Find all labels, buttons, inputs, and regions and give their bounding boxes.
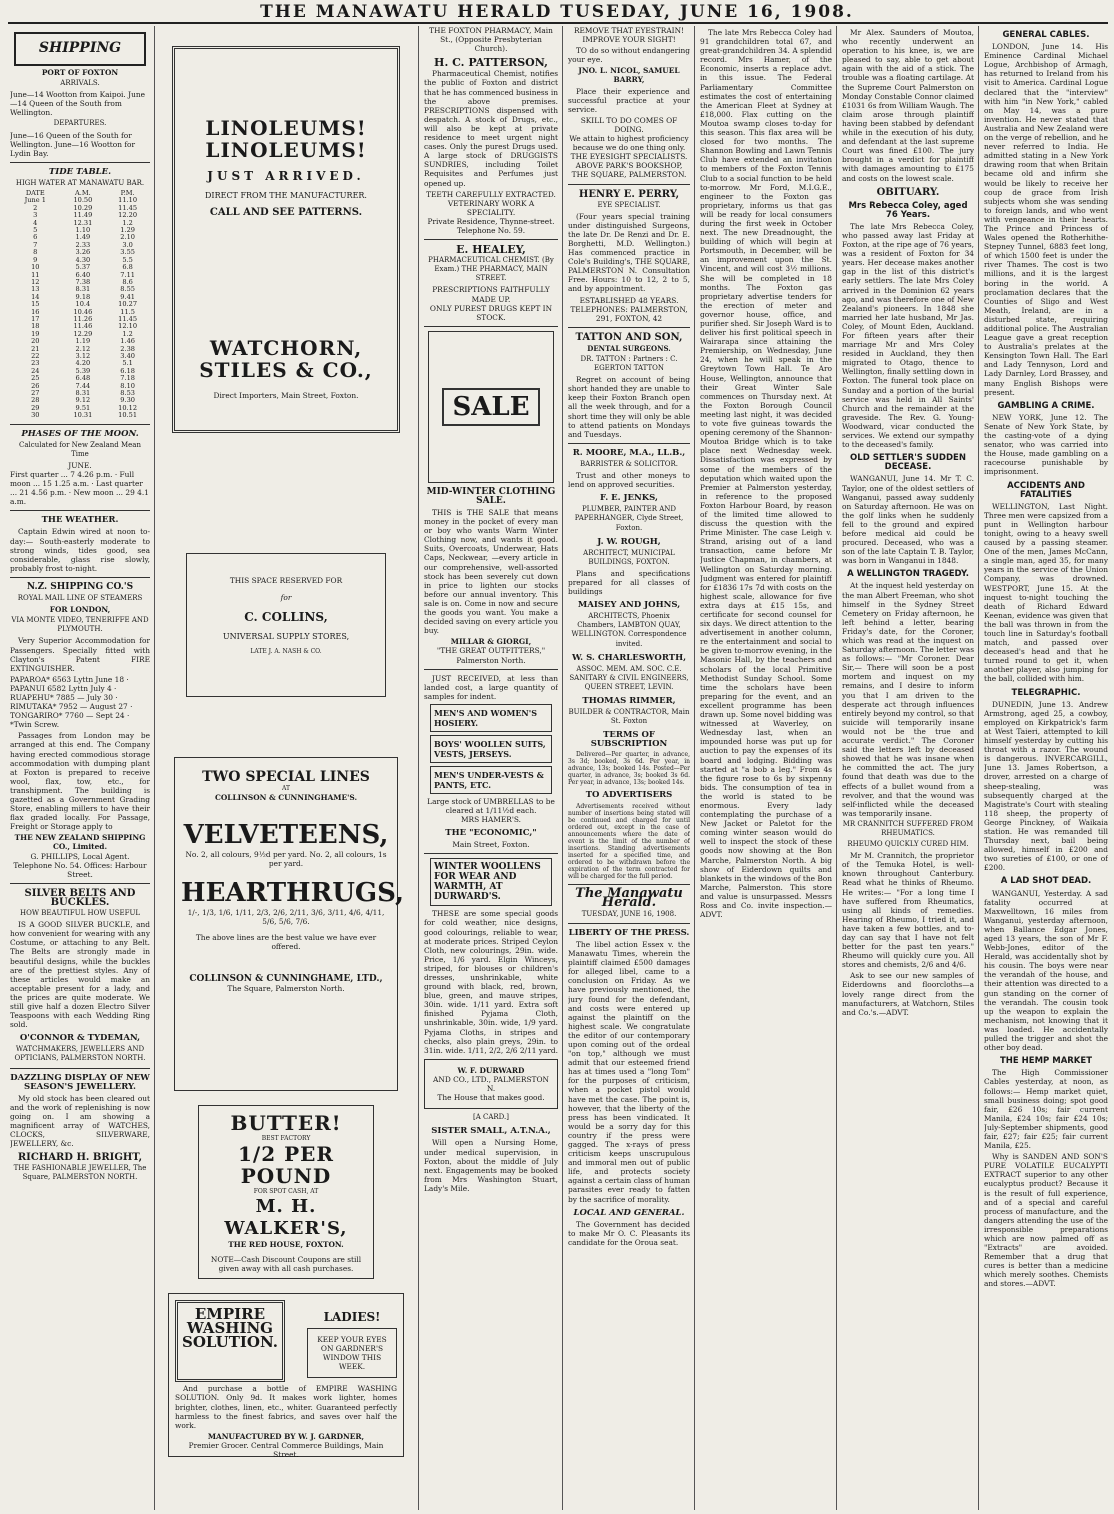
table-cell: 4.20: [75, 359, 91, 368]
two-lines: TWO SPECIAL LINES: [202, 769, 370, 785]
boys-suits: BOYS' WOOLLEN SUITS, VESTS, JERSEYS.: [430, 735, 552, 763]
table-cell: 7.18: [120, 374, 135, 383]
sister-small: SISTER SMALL, A.T.N.A.,: [431, 1126, 551, 1137]
table-cell: 2.10: [120, 233, 135, 242]
obituary-heading: OBITUARY.: [876, 186, 940, 198]
nz-shipping-agent: G. PHILLIPS, Local Agent.: [30, 851, 130, 861]
rimmer-name: THOMAS RIMMER,: [582, 696, 676, 706]
table-cell: 2: [33, 203, 38, 212]
table-cell: 5.1: [122, 359, 133, 368]
column-4: [568, 26, 690, 1510]
hearthrugs: HEARTHRUGS,: [181, 878, 405, 909]
column-rule: [836, 26, 837, 1510]
masthead: THE MANAWATU HERALD TUSEDAY, JUNE 16, 1908.: [260, 2, 854, 22]
rheumo-heading: MR CRANNITCH SUFFERED FROM RHEUMATICS.: [842, 819, 974, 837]
telegraphic-body: DUNEDIN, June 13. Andrew Armstrong, aged 25, a cowboy, employed on Kirkpatrick's farm at West Taieri, attempted to kill himself yesterday by cutting his throat with a razor. The wound is dangerous. INVERCARGILL, June 13. James Robertson, a drover, arrested on a charge of sheep-stealing, was subsequently charged at the Magistrate's Court with stealing 118 sheep, the property of George Pinckney, of Waikaia station. He was remanded till Thursday next, bail being allowed, himself in £200 and two sureties of £100, or one of £200.: [984, 699, 1108, 873]
mens-undervests: MEN'S UNDER-VESTS & PANTS, ETC.: [430, 766, 552, 794]
the-square: THE SQUARE, PALMERSTON.: [571, 170, 687, 180]
shipping-logo: SHIPPING: [14, 32, 146, 66]
table-cell: 6.8: [122, 263, 133, 272]
table-cell: 3.0: [122, 240, 133, 249]
table-row: [10, 412, 150, 419]
collinson-address: The Square, Palmerston North.: [227, 983, 345, 993]
ask-advt: Ask to see our new samples of Eiderdowns and floorcloths—a lovely range direct from the manufacturers, at Watchorn, Stiles and Co.'s.—ADVT.: [842, 971, 974, 1017]
table-cell: 10.12: [118, 403, 138, 412]
table-cell: 24: [31, 366, 40, 375]
mens-hosiery: MEN'S AND WOMEN'S HOSIERY.: [430, 704, 552, 732]
moore-body: Trust and other moneys to lend on approved securities.: [568, 471, 690, 490]
two-company: COLLINSON & CUNNINGHAME'S.: [214, 793, 358, 803]
general-cables-heading: GENERAL CABLES.: [1002, 30, 1090, 40]
watchorn-sub: Direct Importers, Main Street, Foxton.: [213, 391, 359, 401]
telegraphic-heading: TELEGRAPHIC.: [1011, 687, 1081, 698]
healey-drugs: ONLY PUREST DRUGS KEPT IN STOCK.: [429, 303, 553, 322]
table-cell: 9.30: [120, 396, 135, 405]
table-cell: 10.4: [75, 300, 91, 309]
rough-body: Plans and specifications prepared for all classes of buildings: [568, 568, 690, 597]
moon-table: First quarter ... 7 4.26 p.m. · Full moon ... 15 1.25 a.m. · Last quarter ... 21 4.56 p.m. · New moon ... 29 4.1 a.m.: [10, 470, 149, 507]
healey-name: E. HEALEY,: [456, 243, 526, 257]
butter-cash: FOR SPOT CASH, AT: [253, 1188, 319, 1196]
skill: SKILL TO DO COMES OF DOING.: [580, 115, 678, 134]
table-cell: 4: [33, 218, 38, 227]
table-cell: 5.5: [122, 255, 133, 264]
nz-shipping-subtitle: ROYAL MAIL LINE OF STEAMERS: [17, 594, 143, 603]
table-cell: 12.29: [73, 329, 93, 338]
table-cell: 9.12: [75, 396, 91, 405]
table-cell: 7.11: [120, 270, 135, 279]
charlesworth-name: W. S. CHARLESWORTH,: [571, 652, 687, 663]
vet: VETERINARY WORK A SPECIALITY.: [447, 198, 535, 217]
table-cell: 1.49: [75, 233, 91, 242]
table-cell: 11.49: [73, 211, 93, 220]
table-cell: 1.29: [120, 226, 135, 235]
terms-body: Delivered—Per quarter, in advance, 3s 3d; booked, 3s 6d. Per year, in advance, 13s; booked 14s. Posted—Per quarter, in advance, 3s; booked 3s 6d. Per year, in advance, 13s; booked 14s.: [568, 751, 690, 787]
reserved-for: for: [280, 593, 292, 603]
table-cell: 10.27: [118, 300, 138, 309]
table-cell: 12.31: [73, 218, 93, 227]
eye-heading: REMOVE THAT EYESTRAIN! IMPROVE YOUR SIGHT!: [573, 26, 685, 45]
watchorn-name: WATCHORN, STILES & CO.,: [199, 336, 373, 383]
patterson-name: H. C. PATTERSON,: [434, 56, 548, 70]
settler-heading: OLD SETTLER'S SUDDEN DECEASE.: [850, 453, 966, 473]
column-rule: [418, 26, 419, 1510]
table-cell: 30: [31, 411, 40, 420]
private: Private Residence, Thynne-street. Telephone No. 59.: [427, 216, 555, 235]
table-cell: 1.46: [120, 337, 135, 346]
oconnor-sub: WATCHMAKERS, JEWELLERS AND OPTICIANS, PALMERSTON NORTH.: [14, 1045, 146, 1063]
table-cell: 7.44: [75, 381, 91, 390]
table-cell: 20: [31, 337, 40, 346]
settler-body: WANGANUI, June 14. Mr T. C. Taylor, one of the oldest settlers of Wanganui, passed away suddenly on Saturday afternoon. He was on the golf links when he suddenly fell to the ground and expired before medical aid could be procured. Deceased, who was a son of the late Captain T. B. Taylor, was born in Wanganui in 1848.: [842, 474, 974, 566]
linoleum-direct: DIRECT FROM THE MANUFACTURER.: [205, 191, 367, 200]
moore-name: R. MOORE, M.A., LL.B.,: [572, 447, 686, 458]
linoleum-arrived: JUST ARRIVED.: [207, 169, 365, 183]
collins-ad: [186, 553, 386, 697]
hemp-body: The High Commissioner Cables yesterday, at noon, as follows:— Hemp market quiet, small business doing; spot good fair, £26 10s; fair current Manila, £24 10s; fair £24 10s; July-September shipments, good fair, £27; fair £25; fair current Manila, £25.: [984, 1068, 1108, 1151]
telephones: TELEPHONES: PALMERSTON, 291, FOXTON, 42: [570, 304, 688, 323]
rheumo-body: Mr M. Crannitch, the proprietor of the Temuka Hotel, is well-known throughout Canterbury. Read what he thinks of Rheumo. He writes:— "For a long time I have suffered from Rheumatics, using all kinds of remedies. Hearing of Rheumo, I tried it, and have taken a few bottles, and to-day can say that I have not felt better for the past ten years." Rheumo will quickly cure you. All stores and chemists, 2/6 and 4/6.: [842, 851, 974, 970]
perry-name: HENRY E. PERRY,: [578, 188, 680, 200]
oconnor-name: O'CONNOR & TYDEMAN,: [19, 1033, 141, 1044]
obituary-body: The late Mrs Rebecca Coley, who passed away last Friday at Foxton, at the ripe age of 76 years, was a resident of Foxton for 34 years. Her decease makes another gap in the list of this district's early settlers. The late Mrs Coley arrived in the Dominion 62 years ago, and was therefore one of New Zealand's pioneers. In 1848 she married her late husband, Mr Jas. Coley, of Mount Eden, Auckland. For fifteen years after their marriage Mr and Mrs Coley resided in Auckland, they then migrated to Otago, thence to Wellington, finally settling down in Foxton. The funeral took place on Sunday and a portion of the burial service was held in All Saints' Church and the remainder at the graveside. The Rev. G. Young-Woodward, vicar conducted the services. We extend our sympathy to the deceased's family.: [842, 221, 974, 450]
table-cell: 3: [33, 211, 38, 220]
table-cell: 8: [33, 248, 38, 257]
teeth: TEETH CAREFULLY EXTRACTED.: [426, 189, 556, 199]
sale-illustration: [428, 331, 554, 483]
arrivals-heading: ARRIVALS.: [60, 79, 100, 88]
winter-body: THESE are some special goods for cold weather, nice designs, good colourings, reliable to wear, at moderate prices. Striped Ceylon Cloth, new colourings, 29in. wide. Price, 1/6 yard. Elgin Winceys, striped, for blouses or children's dresses, unshrinkable, white ground with black, red, brown, blue, green, and mauve stripes, 30in. wide. 1/11 yard. Extra soft finished Pyjama Cloth, unshrinkable, 30in. wide, 1/9 yard. Pyjama Cloths, in stripes and checks, also plain greys, 29in. to 31in. wide. 1/11, 2/2, 2/6 2/11 yard.: [424, 909, 558, 1055]
table-cell: 1.2: [122, 218, 133, 227]
tide-subtitle: HIGH WATER AT MANAWATU BAR.: [15, 178, 145, 187]
table-cell: 11.26: [73, 314, 93, 323]
attain: We attain to highest proficiency because we do one thing only.: [569, 134, 689, 153]
umbrellas: Large stock of UMBRELLAS to be cleared at 1/11½d each.: [427, 796, 555, 815]
table-cell: 7.38: [75, 277, 91, 286]
nz-shipping-company: THE NEW ZEALAND SHIPPING CO., Limited.: [14, 833, 146, 852]
table-cell: 5.37: [75, 263, 91, 272]
table-cell: 8.53: [120, 389, 135, 397]
table-cell: 23: [31, 359, 40, 368]
empire-ad: [168, 1293, 404, 1460]
departures-heading: DEPARTURES.: [53, 119, 107, 128]
nz-shipping-title: N.Z. SHIPPING CO.'S: [26, 581, 134, 592]
table-cell: 6: [33, 233, 38, 242]
table-cell: 22: [31, 351, 40, 360]
obituary-sub: Mrs Rebecca Coley, aged 76 Years.: [848, 200, 968, 220]
just-received: JUST RECEIVED, at less than landed cost, a large quantity of samples for indent.: [424, 673, 558, 701]
card: [A CARD.]: [472, 1113, 509, 1122]
sanden-advt: Why is SANDEN AND SON'S PURE VOLATILE EUCALYPTI EXTRACT superior to any other eucalyptus product? Because it is the result of full experience, and of a special and careful process of manufacture, and the dangers attending the use of the irresponsible preparations which are now palmed off as "Extracts" are avoided. Remember that a drug that cures is better than a medicine which merely soothes. Chemists and stores.—ADVT.: [984, 1152, 1108, 1289]
butter-heading: BUTTER!: [230, 1111, 342, 1135]
walker-note: NOTE—Cash Discount Coupons are still given away with all cash purchases.: [210, 1255, 362, 1274]
tatton-sub: DENTAL SURGEONS.: [587, 343, 671, 353]
rough-sub: ARCHITECT, MUNICIPAL BUILDINGS, FOXTON.: [583, 548, 675, 566]
table-cell: 7: [33, 240, 38, 249]
tide-title: TIDE TABLE.: [48, 166, 112, 177]
durward-note: The House that makes good.: [437, 1093, 545, 1103]
rough-name: J. W. ROUGH,: [597, 536, 661, 547]
lad-shot-heading: A LAD SHOT DEAD.: [1000, 876, 1092, 887]
liberty-heading: LIBERTY OF THE PRESS.: [568, 927, 690, 938]
column-6: [842, 26, 974, 1510]
belts-heading: SILVER BELTS AND BUCKLES.: [24, 887, 136, 908]
nz-shipping-for: FOR LONDON,: [49, 605, 111, 615]
table-cell: 10.50: [73, 196, 93, 205]
tide-table: [10, 190, 150, 420]
table-cell: 11: [31, 270, 40, 279]
established: ESTABLISHED 48 YEARS.: [579, 295, 679, 305]
linoleum-call: CALL AND SEE PATTERNS.: [209, 207, 363, 219]
rheumo-sub: RHEUMO QUICKLY CURED HIM.: [847, 840, 969, 849]
table-cell: 12: [31, 277, 40, 286]
belts-subheading: HOW BEAUTIFUL HOW USEFUL: [19, 909, 140, 918]
midwinter-body: THIS is THE SALE that means money in the pocket of every man or boy who wants Warm Winter Clothing now, and wants it good. Suits, Overcoats, Underwear, Hats Caps, Neckwear, —every article in our comprehensive, well-assorted stock has been severely cut down in price to lighten our stocks before our annual inventory. This sale is on. Come in now and secure the goods you want. You make a decided saving on every article you buy.: [424, 508, 558, 636]
butter-price: 1/2 PER POUND: [237, 1142, 334, 1189]
table-cell: 9.51: [75, 403, 91, 412]
table-cell: 12.10: [118, 322, 138, 331]
table-cell: 3.55: [120, 248, 135, 257]
tide-table-header: P.M.: [120, 189, 135, 198]
durward-name: W. F. DURWARD: [457, 1065, 525, 1075]
maisey-name: MAISEY AND JOHNS,: [577, 600, 681, 611]
jenks-name: F. E. JENKS,: [600, 493, 658, 504]
sale-sign: SALE: [442, 388, 539, 426]
jenks-sub: PLUMBER, PAINTER AND PAPERHANGER, Clyde Street, Foxton.: [574, 505, 684, 532]
eye-body: TO do so without endangering your eye.: [568, 46, 690, 65]
column-2: [160, 26, 412, 1510]
pharmacy-heading: THE FOXTON PHARMACY, Main St., (Opposite Presbyterian Church).: [429, 26, 553, 54]
tragedy-body: At the inquest held yesterday on the man Albert Freeman, who shot himself in the Sydney Street Cemetery on Friday afternoon, he left behind a letter, bearing Friday's date, for the Coroner, which was read at the inquest on Saturday afternoon. The letter was as follows:— "Mr Coroner. Dear Sir,— There will soon be a post mortem and inquest on my remains, and I desire to inform you that I am driven to the desperate act through influences entirely beyond my control, so that suicide will temporarily insane would not be the true and accurate verdict." The Coroner said the letters left by deceased showed that he was insane when he committed the act. The jury found that death was due to the effects of a bullet wound from a revolver, and that the wound was self-inflicted while the deceased was temporarily insane.: [842, 581, 974, 818]
table-cell: 9: [33, 255, 38, 264]
column-rule: [562, 26, 563, 1510]
table-cell: 2.33: [75, 240, 91, 249]
table-cell: 10.29: [73, 203, 93, 212]
table-cell: 5.39: [75, 366, 91, 375]
departures-text: June—16 Queen of the South for Wellington. June—16 Wootton for Lydin Bay.: [10, 130, 136, 158]
perry-body: (Four years special training under distinguished Surgeons, the late Dr. De Renzi and Dr. E. Borghetti, M.D. Wellington.) Has commenced practice in Cole's Building's, THE SQUARE, PALMERSTON N. Consultation Free. Hours: 10 to 12, 2 to 5, and by appointment.: [568, 211, 690, 294]
table-cell: 1.19: [75, 337, 91, 346]
bright-name: RICHARD H. BRIGHT,: [17, 1152, 143, 1164]
velveteens: VELVETEENS,: [183, 820, 389, 851]
tatton-name: TATTON AND SON,: [575, 331, 683, 343]
empire-body: And purchase a bottle of EMPIRE WASHING SOLUTION. Only 9d. It makes work lighter, homes brighter, clothes, linen, etc., whiter. Guaranteed perfectly harmless to the finest fabrics, and saves over half the work.: [175, 1384, 397, 1430]
walker-name: M. H. WALKER'S,: [224, 1196, 348, 1240]
column-7: [984, 26, 1108, 1510]
table-cell: 8.55: [120, 285, 135, 294]
gambling-body: NEW YORK, June 12. The Senate of New York State, by the casting-vote of a dying senator, who was carried into the House, made gambling on a racecourse punishable by imprisonment.: [984, 412, 1108, 477]
durward-box: [424, 1059, 558, 1109]
jewellery-heading: DAZZLING DISPLAY OF NEW SEASON'S JEWELLERY.: [10, 1072, 150, 1092]
table-cell: 17: [31, 314, 40, 323]
patterson-body: Pharmaceutical Chemist, notifies the public of Foxton and district that he has commenced business in the above premises. PRESCRIPTIONS dispensed with despatch. A stock of Drugs, etc., will also be kept at private residence to meet urgent night cases. Only the purest Drugs used. A large stock of DRUGGISTS SUNDRIES, including Toilet Requisites and Perfumes just opened up.: [424, 69, 558, 188]
moon-subtitle: Calculated for New Zealand Mean Time: [19, 440, 141, 458]
table-cell: 10.51: [118, 411, 138, 420]
perry-sub: EYE SPECIALIST.: [597, 200, 661, 209]
moore-sub: BARRISTER & SOLICITOR.: [579, 459, 678, 468]
table-cell: 2.38: [120, 344, 135, 353]
nz-shipping-body: Very Superior Accommodation for Passengers. Specially fitted with Clayton's Patent FIRE EXTINGUISHER.: [10, 636, 150, 673]
nicol-body: Place their experience and successful practice at your service.: [568, 86, 690, 114]
column-3: [424, 26, 558, 1510]
reserved-text: THIS SPACE RESERVED FOR: [229, 576, 343, 585]
velveteens-prices: No. 2, all colours, 9½d per yard. No. 2, all colours, 1s per yard.: [185, 850, 387, 869]
table-cell: 8.31: [75, 285, 91, 294]
table-cell: 19: [31, 329, 40, 338]
linoleum-line-2: LINOLEUMS!: [205, 138, 367, 162]
masthead-rule: [8, 22, 1108, 24]
table-cell: 9.18: [75, 292, 91, 301]
collins-late: LATE J. A. NASH & CO.: [250, 648, 322, 656]
table-cell: 9.41: [120, 292, 135, 301]
table-cell: 14: [31, 292, 40, 301]
winter-woollens: WINTER WOOLLENS FOR WEAR AND WARMTH, AT DURWARD'S.: [430, 858, 552, 906]
lad-shot-body: WANGANUI, Yesterday. A sad fatality occurred at Maxwelltown, 16 miles from Wanganui, yesterday afternoon, when Ballance Edgar Jones, aged 13 years, the son of Mr F. Webb-Jones, editor of the Herald, was accidentally shot by his cousin. The boys were near the verandah of the house, and their attention was directed to a gun standing on the corner of the verandah. The cousin took up the weapon to explain the mechanism, not knowing that it was loaded. He accidentally pulled the trigger and shot the other boy dead.: [984, 888, 1108, 1053]
nz-shipping-telephone: Telephone No. 54. Offices: Harbour Street.: [13, 860, 147, 879]
general-cables-body: LONDON, June 14. His Eminence Cardinal Michael Logue, Archbishop of Armagh, has returned to Ireland from his visit to America. Cardinal Logue declared that the "interview" with him "in New York," cabled on May 14, was a pure invention. He never stated that Australia and New Zealand were on the verge of rebellion, and he never referred to India. He admitted stating in a New York drawing room that when Britain became old and infirm she would be likely to receive her coup de grace from Irish subjects whom she was sending to foreign lands, and who went with vengeance in their hearts. The Prince and Princess of Wales opened the Rotherhithe-Stepney Tunnel, 6883 feet long, of which 1500 feet is under the river Thames. The cost is two millions, and it is the largest boring in the world. A proclamation declares that the Counties of Sligo and West Meath, Ireland, are in a disturbed state, requiring additional police. The Australian League gave a great reception to Australia's prelates at the Kensington Town Hall. The Earl and Lady Tennyson, Lord and Lady Darnley, Lord Brassey, and many English Bishops were present.: [984, 42, 1108, 397]
nz-shipping-body-2: Passages from London may be arranged at this end. The Company having erected commodious storage accommodation with dumping plant at Foxton is prepared to receive wool, flax, tow, etc., for transhipment. The building is gazetted as a Government Grading Store, enabling millers to have their flax graded locally. For Passage, Freight or Storage apply to: [10, 731, 150, 832]
table-cell: 8.10: [120, 381, 135, 390]
two-at: AT: [281, 785, 290, 792]
table-cell: 11.46: [73, 322, 93, 331]
table-cell: 11.5: [120, 307, 135, 316]
butter-best: BEST FACTORY: [261, 1135, 311, 1142]
jewellery-body: My old stock has been cleared out and the work of replenishing is now going on. I am showing a magnificent array of WATCHES, CLOCKS, SILVERWARE, JEWELLERY, &c.: [10, 1093, 150, 1149]
table-cell: 11.45: [118, 314, 138, 323]
durward-sub: AND CO., LTD., PALMERSTON N.: [433, 1074, 549, 1094]
local-heading: LOCAL AND GENERAL.: [573, 1207, 685, 1218]
tide-table-header: A.M.: [75, 189, 91, 198]
linoleum-ad: [172, 46, 400, 433]
nicol-name: JNO. L. NICOL, SAMUEL BARRY,: [578, 66, 680, 85]
table-cell: 6.40: [75, 270, 91, 279]
table-cell: 11.10: [118, 196, 138, 205]
bright-sub: THE FASHIONABLE JEWELLER, The Square, PALMERSTON NORTH.: [13, 1164, 147, 1182]
tatton-partners: DR. TATTON : Partners : C. EGERTON TATTON: [580, 355, 678, 373]
liberty-body: The libel action Essex v. the Manawatu Times, wherein the plaintiff claimed £500 damages for alleged libel, came to a conclusion on Friday. As we have previously mentioned, the jury found for the defendant, and costs were entered up against the plaintiff on the highest scale. We congratulate the editor of our contemporary upon coming out of the ordeal "on top," although we must admit that our esteemed friend has at times used a "long Tom" for the purposes of criticism, when a pocket pistol would have met the case. The point is, however, that the liberty of the press has been vindicated. It would be a sorry day for this country if the press were gagged. The x-rays of press criticism keeps unscrupulous and immoral men out of public life, and protects society against a certain class of human parasites ever ready to fatten by the sacrifice of morality.: [568, 939, 690, 1204]
healey-sub: PHARMACEUTICAL CHEMIST. (By Exam.) THE PHARMACY, MAIN STREET.: [428, 256, 554, 283]
moon-title: PHASES OF THE MOON.: [21, 428, 139, 439]
midwinter-heading: MID-WINTER CLOTHING SALE.: [426, 486, 556, 506]
table-cell: 6.18: [120, 366, 135, 375]
table-cell: June 1: [24, 196, 46, 205]
table-cell: 27: [31, 389, 40, 397]
gardner: MANUFACTURED BY W. J. GARDNER,: [207, 1431, 365, 1441]
table-cell: 29: [31, 403, 40, 412]
maisey-sub: ARCHITECTS, Phoenix Chambers, LAMBTON QUAY, WELLINGTON. Correspondence invited.: [571, 612, 687, 648]
hamer: MRS HAMER'S.: [460, 815, 522, 825]
table-cell: 3.12: [75, 351, 91, 360]
table-cell: 8.31: [75, 389, 91, 397]
sister-body: Will open a Nursing Home, under medical supervision, in Foxton, about the middle of July next. Engagements may be booked from Mrs Washington Stuart, Lady's Mile.: [424, 1138, 558, 1193]
table-cell: 13: [31, 285, 40, 294]
collins-name: C. COLLINS,: [244, 610, 328, 625]
tatton-body: Regret on account of being short handed they are unable to keep their Foxton Branch open all the week through, and for a short time they will only be able to attend patients on Mondays and Tuesdays.: [568, 375, 690, 439]
column-5: [700, 26, 832, 1510]
charlesworth-sub: ASSOC. MEM. AM. SOC. C.E. SANITARY & CIVIL ENGINEERS, QUEEN STREET, LEVIN.: [569, 664, 689, 691]
local-news-body: The late Mrs Rebecca Coley had 91 grandchildren total 67, and great-grandchildren 34. A splendid record. Mrs Hamer, of the Economic, inserts a replace advt. in this issue. The Federal Parliamentary Committee estimates the cost of entertaining the American Fleet at Sydney at £18,000. Flax cutting on the Moutoa swamp closes to-day for this season. This flax area will be closed for two months. The Shannon Bowling and Lawn Tennis Club have extended an invitation to members of the Foxton Tennis Club to a social function to be held to-morrow. Mr Ford, M.I.G.E., engineer to the Foxton gas proprietary, informs us that gas will be ready for local consumers during the first week in October next. The new Dreadnought, the building of which will begin at Portsmouth, in December, will be an improvement upon the St. Vincent, and will cost 3½ millions. She will be completed in 18 months. The Foxton gas proprietary advertise tenders for the erection of meter and governor house, office, and purifier shed. Sir Joseph Ward is to deliver his first political speech in Wairarapa since attaining the Premiership, on Wednesday, June 24, when he will speak in the Greytown Town Hall. Te Aro House, Wellington, announce that their Great Winter Sale commences on Thursday next. At the Foxton Borough Council meeting last night, it was decided to vote five guineas towards the opening ceremony of the Shannon-Moutoa Bridge which is to take place next Wednesday week. Dissatisfaction was expressed by some of the members of the deputation which waited upon the Premier at Palmerston yesterday, in reference to the proposed Foxton Harbour Board, by reason of the limited time allowed to discuss the question with the Prime Minister. The case Leigh v. Strand, arising out of a land transaction, came before Mr Justice Chapman, in chambers, at Wellington on Saturday morning. Judgment was entered for plaintiff for £1836 17s 7d with costs on the highest scale, allowance for five extra days at £15 15s, and certificate for second counsel for six days. We direct attention to the advertisement in another column, re the entertainment and social to be given to-morrow evening, in the Masonic Hall, by the teachers and scholars of the local Primitive Methodist Sunday School. Some time the scholars have been preparing for the event, and an excellent programme has been drawn up. Some novel bidding was witnessed at Waverley, on Wednesday last, when an impounded horse was put up for auction to pay the expenses of its board and lodging. Bidding was started at "a bob a leg." From 4s the figure rose to 6s by sixpenny bids. The consumption of tea in the world is stated to be enormous. Every lady contemplating the purchase of a New Jacket or Paletot for the coming winter season would do well to inspect the stock of these goods now showing at the Bon Marche, Palmerston North. A big show of Eiderdown quilts and blankets in the windows of the Bon Marche, Palmerston. This store and value is unsurpassed. Messrs Ross and Co. invite inspection.—ADVT.: [700, 28, 832, 920]
table-cell: 3.26: [75, 248, 91, 257]
table-cell: 25: [31, 374, 40, 383]
accidents-heading: ACCIDENTS AND FATALITIES: [1007, 480, 1085, 500]
hearthrugs-prices: 1/-, 1/3, 1/6, 1/11, 2/3, 2/6, 2/11, 3/6, 3/11, 4/6, 4/11, 5/6, 5/6, 7/6.: [187, 908, 385, 927]
table-cell: 3.40: [120, 351, 135, 360]
table-cell: 26: [31, 381, 40, 390]
arrivals-text: June—14 Wootton from Kaipoi. June—14 Queen of the South from Wellington.: [10, 90, 145, 118]
economic: THE "ECONOMIC,": [445, 828, 537, 839]
empire-2: WASHING: [186, 1319, 273, 1337]
belts-body: IS A GOOD SILVER BUCKLE, and how convenient for wearing with any Costume, or attaching to any Belt. The Belts are strongly made in beautiful designs, while the buckles are of the prettiest styles. Any of these articles would make an acceptable present for a lady, and the prices are quite moderate. We still give half a dozen Electro Silver Teaspoons with each Wedding Ring sold.: [10, 920, 150, 1030]
weather-heading: THE WEATHER.: [41, 515, 119, 526]
table-cell: 10.46: [73, 307, 93, 316]
economic-sub: Main Street, Foxton.: [452, 840, 530, 850]
local-body: The Government has decided to make Mr O. C. Pleasants its candidate for the Oroua seat.: [568, 1219, 690, 1247]
empire-3: SOLUTION.: [182, 1333, 278, 1351]
collinson-ltd: COLLINSON & CUNNINGHAME, LTD.,: [189, 973, 383, 984]
table-cell: 4.30: [75, 255, 91, 264]
nz-shipping-via: VIA MONTE VIDEO, TENERIFFE AND PLYMOUTH.: [11, 616, 149, 634]
saunders-body: Mr Alex. Saunders of Moutoa, who recently underwent an operation to his knee, is, we are pleased to say, able to get about again with the aid of a stick. The trouble was a floating cartilage. At the Supreme Court Palmerston on Monday Constable Connor claimed £1031 6s from William Waugh. The claim arose through plaintiff having been stabbed by defendant while in the execution of his duty, and defendant at the last supreme Court was fined £100. The jury brought in a verdict for plaintiff with damages amounting to £175 and costs on the lowest scale.: [842, 28, 974, 183]
empire-1: EMPIRE: [194, 1305, 266, 1323]
collins-sub: UNIVERSAL SUPPLY STORES,: [222, 632, 350, 642]
eyesight: THE EYESIGHT SPECIALISTS.: [570, 152, 688, 162]
hearthrugs-note: The above lines are the best value we have ever offered.: [195, 932, 377, 951]
advertisers-body: Advertisements received without number of insertions being stated will be continued and charged for until ordered out, except in the case of announcements where the date of event is the limit of the number of insertions. Standing advertisements inserted for a specified time, and ordered to be withdrawn before the expiration of the term contracted for will be charged for the full period.: [568, 802, 690, 880]
millar-name: MILLAR & GIORGI,: [450, 637, 532, 647]
moon-month: JUNE.: [68, 460, 92, 470]
table-cell: 12.20: [118, 211, 138, 220]
gardner-sub: Premier Grocer. Central Commerce Buildings, Main Street.: [188, 1440, 384, 1460]
table-cell: 11.45: [118, 203, 138, 212]
healey-prescriptions: PRESCRIPTIONS FAITHFULLY MADE UP.: [432, 285, 550, 304]
weather-text: Captain Edwin wired at noon to-day:— South-easterly moderate to strong winds, tides good, sea considerable, glass rise slowly, probably frost to-night.: [10, 527, 150, 573]
ladies: LADIES!: [323, 1310, 381, 1324]
accidents-body: WELLINGTON, Last Night. Three men were capsized from a punt in Wellington harbour tonight, owing to a heavy swell caused by a passing steamer. One of the men, James McCann, a single man, aged 35, for many years in the service of the Union Company, was drowned. WESTPORT, June 15. At the inquest to-night touching the death of Richard Edward Keenan, evidence was given that the ball was thrown in from the touch line in Saturday's football match, and passed over deceased's head and that he turned round to get it, when another player, also jumping for the ball, collided with him.: [984, 501, 1108, 684]
table-cell: 8.6: [122, 277, 133, 286]
table-cell: 6.48: [75, 374, 91, 383]
walker-sub: THE RED HOUSE, FOXTON.: [228, 1240, 344, 1250]
table-cell: 5: [33, 226, 38, 235]
rimmer-sub: BUILDER & CONTRACTOR, Main St. Foxton: [568, 708, 690, 726]
tide-table-header: DATE: [25, 189, 45, 198]
table-cell: 21: [31, 344, 40, 353]
ladies-sub: KEEP YOUR EYES ON GARDNER'S WINDOW THIS WEEK.: [307, 1328, 397, 1378]
table-cell: 15: [31, 300, 40, 309]
table-cell: 1.2: [122, 329, 133, 338]
column-rule: [694, 26, 695, 1510]
nz-shipping-steamers: PAPAROA* 6563 Lyttn June 18 · PAPANUI 6582 Lyttn July 4 · RUAPEHU* 7885 — July 30 · RIMUTAKA* 7952 — August 27 · TONGARIRO* 7760 — Sept 24 · *Twin Screw.: [10, 674, 133, 730]
above-park: ABOVE PARK'S BOOKSHOP,: [575, 161, 683, 171]
terms-heading: TERMS OF SUBSCRIPTION: [590, 730, 668, 750]
table-cell: 16: [31, 307, 40, 316]
hemp-heading: THE HEMP MARKET: [999, 1056, 1093, 1067]
table-cell: 18: [31, 322, 40, 331]
millar-sub: "THE GREAT OUTFITTERS," Palmerston North.: [436, 646, 546, 665]
butter-ad: [198, 1105, 374, 1279]
advertisers-heading: TO ADVERTISERS: [585, 790, 673, 801]
issue-date: TUESDAY, JUNE 16, 1908.: [581, 909, 677, 918]
table-cell: 10: [31, 263, 40, 272]
collinson-ad: [174, 757, 405, 1091]
column-rule: [154, 26, 155, 1510]
port-heading: PORT OF FOXTON: [41, 68, 119, 77]
tragedy-heading: A WELLINGTON TRAGEDY.: [847, 569, 969, 580]
table-cell: 2.12: [75, 344, 91, 353]
linoleum-line-1: LINOLEUMS!: [205, 116, 367, 140]
table-cell: 28: [31, 396, 40, 405]
table-cell: 10.31: [73, 411, 93, 420]
newspaper-flag: The Manawatu Herald.: [575, 885, 683, 910]
column-rule: [978, 26, 979, 1510]
gambling-heading: GAMBLING A CRIME.: [997, 400, 1095, 411]
empire-title: [175, 1300, 285, 1382]
column-1: [10, 26, 150, 1510]
table-cell: 1.10: [75, 226, 91, 235]
